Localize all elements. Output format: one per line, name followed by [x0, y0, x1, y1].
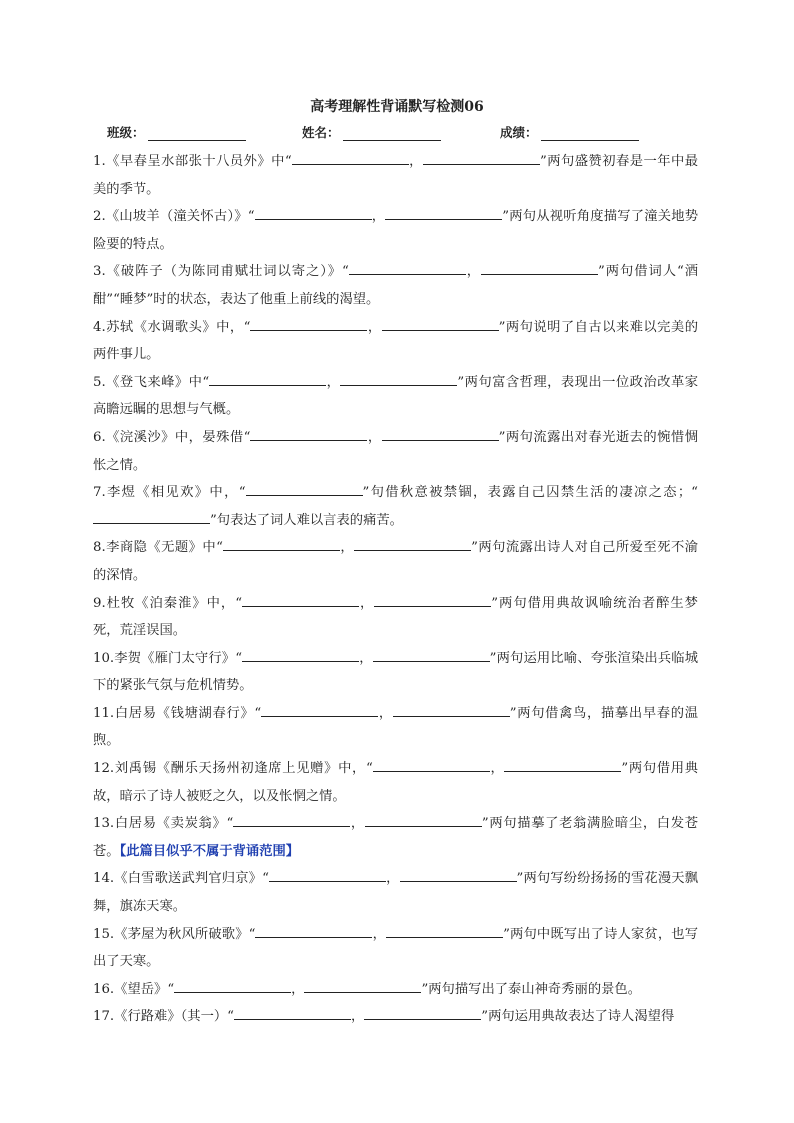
- question-prefix: 《白雪歌送武判官归京》“: [114, 871, 269, 887]
- question-item: [93, 590, 698, 645]
- question-prefix: 《望岳》“: [114, 981, 175, 997]
- question-number: 3.: [93, 264, 106, 280]
- class-label: 班级：: [107, 125, 145, 140]
- question-item: [93, 203, 698, 258]
- answer-blank[interactable]: [250, 316, 367, 331]
- answer-blank[interactable]: [246, 481, 363, 496]
- answer-blank[interactable]: [304, 978, 421, 993]
- answer-blank[interactable]: [233, 812, 350, 827]
- question-prefix: 李商隐《无题》中“: [105, 540, 223, 556]
- score-field: [500, 123, 639, 141]
- question-separator: ，: [385, 871, 400, 887]
- question-number: 11.: [93, 705, 115, 721]
- question-prefix: 《山坡羊（潼关怀古）》“: [105, 209, 255, 225]
- question-item: [93, 534, 698, 589]
- question-item: [93, 700, 698, 755]
- answer-blank[interactable]: [223, 536, 340, 551]
- answer-blank[interactable]: [292, 150, 409, 165]
- question-separator: ，: [489, 761, 505, 777]
- question-separator: ，: [408, 154, 423, 169]
- question-suffix-2: ”句表达了词人难以言表的痛苦。: [210, 512, 403, 528]
- question-prefix: 《破阵子（为陈同甫赋壮词以寄之）》“: [105, 264, 349, 280]
- question-prefix: 《行路难》（其一）“: [114, 1009, 234, 1025]
- question-separator: ，: [378, 705, 393, 721]
- question-suffix: ”两句借用典故讽喻统治者醉生梦死，荒淫误国。: [93, 595, 698, 639]
- class-field: [107, 123, 246, 141]
- question-item: [93, 369, 698, 424]
- question-suffix: ”两句说明了自古以来难以完美的两件事儿。: [93, 319, 698, 363]
- question-item: [93, 976, 698, 1004]
- answer-blank[interactable]: [255, 923, 372, 938]
- question-item: [93, 755, 698, 810]
- answer-blank[interactable]: [373, 757, 490, 772]
- name-label: 姓名：: [302, 125, 340, 140]
- question-suffix: ”两句从视听角度描写了潼关地势险要的特点。: [93, 209, 698, 252]
- question-number: 17.: [93, 1009, 115, 1025]
- answer-blank[interactable]: [250, 426, 367, 441]
- answer-blank[interactable]: [242, 592, 359, 607]
- answer-blank[interactable]: [354, 536, 471, 551]
- question-suffix: ”句借秋意被禁锢，表露自己囚禁生活的凄凉之态；“: [362, 485, 698, 501]
- score-label: 成绩：: [500, 125, 538, 140]
- class-blank[interactable]: [148, 127, 246, 141]
- question-list: [93, 148, 698, 1031]
- question-number: 4.: [93, 319, 106, 335]
- question-suffix: ”两句运用比喻、夸张渲染出兵临城下的紧张气氛与危机情势。: [93, 650, 698, 694]
- question-item: [93, 1003, 698, 1031]
- student-info-line: [0, 123, 794, 141]
- answer-blank[interactable]: [255, 205, 372, 220]
- question-number: 10.: [93, 650, 115, 666]
- question-prefix: 白居易《卖炭翁》“: [114, 816, 234, 832]
- question-number: 6.: [93, 429, 106, 445]
- question-number: 1.: [93, 154, 106, 169]
- question-item: [93, 921, 698, 976]
- question-suffix: ”两句盛赞初春是一年中最美的季节。: [93, 154, 698, 197]
- question-prefix: 刘禹锡《酬乐天扬州初逢席上见赠》中，“: [114, 761, 373, 777]
- answer-blank[interactable]: [93, 509, 210, 524]
- question-number: 13.: [93, 816, 115, 832]
- question-item: [93, 810, 698, 865]
- answer-blank[interactable]: [504, 757, 621, 772]
- answer-blank[interactable]: [365, 812, 482, 827]
- answer-blank[interactable]: [374, 592, 491, 607]
- question-number: 16.: [93, 981, 115, 997]
- name-blank[interactable]: [343, 127, 441, 141]
- answer-blank[interactable]: [481, 260, 598, 275]
- answer-blank[interactable]: [386, 923, 503, 938]
- question-suffix: ”两句流露出诗人对自己所爱至死不渝的深情。: [93, 540, 698, 583]
- question-item: [93, 314, 698, 369]
- question-suffix: ”两句借用典故，暗示了诗人被贬之久，以及怅惘之情。: [93, 761, 698, 804]
- answer-blank[interactable]: [393, 702, 510, 717]
- answer-blank[interactable]: [340, 371, 457, 386]
- question-number: 9.: [93, 595, 106, 611]
- question-item: [93, 645, 698, 700]
- question-number: 8.: [93, 540, 106, 556]
- question-separator: ，: [367, 429, 382, 445]
- question-item: [93, 148, 698, 203]
- question-item: [93, 479, 698, 534]
- answer-blank[interactable]: [269, 867, 386, 882]
- question-number: 12.: [93, 761, 115, 777]
- question-suffix: ”两句借禽鸟，描摹出早春的温煦。: [93, 705, 698, 749]
- answer-blank[interactable]: [423, 150, 540, 165]
- question-separator: ，: [326, 374, 341, 390]
- name-field: [302, 123, 441, 141]
- answer-blank[interactable]: [364, 1005, 481, 1020]
- question-suffix: ”两句描写出了泰山神奇秀丽的景色。: [421, 981, 642, 997]
- question-prefix: 《早春呈水部张十八员外》中“: [105, 154, 292, 169]
- answer-blank[interactable]: [209, 371, 326, 386]
- answer-blank[interactable]: [385, 205, 502, 220]
- question-prefix: 李贺《雁门太守行》“: [114, 650, 243, 666]
- question-suffix: ”两句中既写出了诗人家贫，也写出了天寒。: [93, 926, 698, 970]
- answer-blank[interactable]: [174, 978, 291, 993]
- question-prefix: 李煜《相见欢》中，“: [105, 485, 246, 501]
- question-prefix: 《登飞来峰》中“: [105, 374, 210, 390]
- question-prefix: 《茅屋为秋风所破歌》“: [114, 926, 256, 942]
- question-prefix: 杜牧《泊秦淮》中，“: [105, 595, 242, 611]
- question-suffix: ”两句富含哲理，表现出一位政治改革家高瞻远瞩的思想与气概。: [93, 374, 698, 418]
- answer-blank[interactable]: [349, 260, 466, 275]
- answer-blank[interactable]: [382, 316, 499, 331]
- question-separator: ，: [350, 816, 365, 832]
- question-item: [93, 258, 698, 313]
- question-separator: ，: [350, 1009, 365, 1025]
- question-suffix: ”两句借词人“酒酣”“睡梦”时的状态，表达了他重上前线的渴望。: [93, 264, 698, 307]
- answer-blank[interactable]: [242, 647, 359, 662]
- answer-blank[interactable]: [373, 647, 490, 662]
- question-number: 7.: [93, 485, 106, 501]
- question-item: [93, 865, 698, 920]
- editor-note: 【此篇目似乎不属于背诵范围】: [119, 843, 300, 859]
- question-suffix: ”两句写纷纷扬扬的雪花漫天飘舞，旗冻天寒。: [93, 871, 698, 915]
- question-item: [93, 424, 698, 479]
- question-separator: ，: [359, 650, 373, 666]
- question-separator: ，: [359, 595, 375, 611]
- question-separator: ，: [291, 981, 305, 997]
- question-number: 5.: [93, 374, 106, 390]
- page-title: 高考理解性背诵默写检测06: [310, 99, 484, 115]
- question-number: 14.: [93, 871, 115, 887]
- score-blank[interactable]: [541, 127, 639, 141]
- question-suffix: ”两句运用典故表达了诗人渴望得: [481, 1009, 675, 1025]
- question-separator: ，: [339, 540, 355, 556]
- question-separator: ，: [367, 319, 382, 335]
- answer-blank[interactable]: [400, 867, 517, 882]
- answer-blank[interactable]: [234, 1005, 351, 1020]
- question-prefix: 苏轼《水调歌头》中，“: [105, 319, 251, 335]
- question-number: 2.: [93, 209, 106, 225]
- question-prefix: 白居易《钱塘湖春行》“: [114, 705, 262, 721]
- question-suffix: ”两句流露出对春光逝去的惋惜惆怅之情。: [93, 429, 698, 473]
- answer-blank[interactable]: [261, 702, 378, 717]
- question-separator: ，: [371, 209, 386, 225]
- question-suffix: ”两句描摹了老翁满脸暗尘，白发苍苍。: [93, 816, 698, 859]
- answer-blank[interactable]: [382, 426, 499, 441]
- question-separator: ，: [465, 264, 482, 280]
- question-number: 15.: [93, 926, 115, 942]
- question-separator: ，: [372, 926, 387, 942]
- question-prefix: 《浣溪沙》中，晏殊借“: [105, 429, 251, 445]
